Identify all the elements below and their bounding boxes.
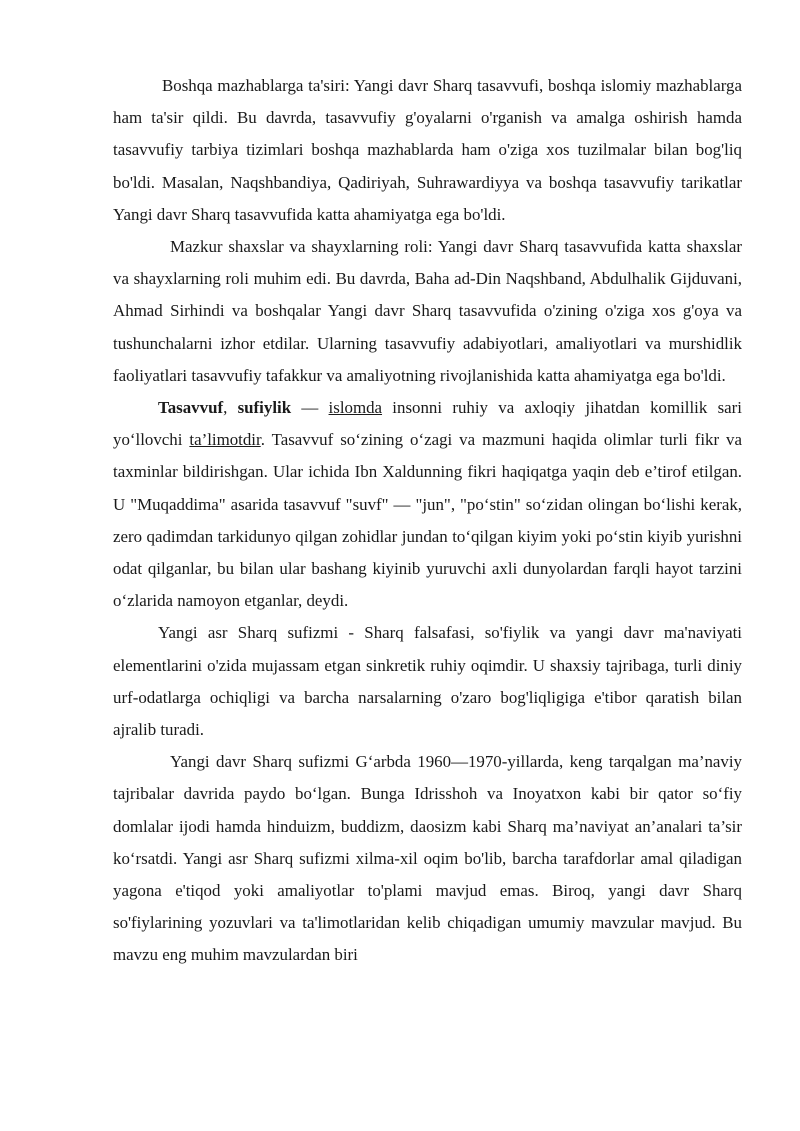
definition-text-1: —	[291, 398, 329, 418]
definition-text-2: insonni ruhiy va axloqiy jihatdan komillik sari yo‘llovchi	[113, 398, 742, 450]
document-page	[113, 70, 742, 972]
paragraph-tasavvuf-definition	[113, 392, 742, 617]
link-islomda[interactable]: islomda	[328, 398, 383, 418]
definition-text-3: . Tasavvuf so‘zining o‘zagi va mazmuni haqida olimlar turli fikr va taxminlar bildirishgan. Ular ichida Ibn Xaldunning fikri haqiqatga yaqin deb e’tirof etilgan. U "Muqaddima" asarida tasavvuf "suvf" — "jun", "po‘stin" so‘zidan olingan bo‘lishi kerak, zero qadimdan tarkidunyo qilgan zohidlar jundan to‘qilgan kiyim yoki po‘stin kiyib yurishni odat qilganlar, bu bilan ular bashang kiyinib yuruvchi axli dunyolardan farqli hayot tarzini o‘zlarida namoyon etganlar, deydi.	[113, 430, 742, 611]
term-separator: ,	[223, 398, 238, 418]
link-talimotdir[interactable]: ta’limotdir	[189, 430, 261, 450]
paragraph-role-of-sheikhs: Mazkur shaxslar va shayxlarning roli: Yangi davr Sharq tasavvufida katta shaxslar va shayxlarning roli muhim edi. Bu davrda, Baha ad-Din Naqshband, Abdulhalik Gijduvani, Ahmad Sirhindi va boshqalar Yangi davr Sharq tasavvufida o'zining o'ziga xos g'oya va tushunchalarni izhor etdilar. Ularning tasavvufiy adabiyotlari, amaliyotlari va murshidlik faoliyatlari tasavvufiy tafakkur va amaliyotning rivojlanishida katta ahamiyatga ega bo'ldi.	[113, 237, 742, 385]
paragraph-new-age-sufism: Yangi asr Sharq sufizmi - Sharq falsafasi, so'fiylik va yangi davr ma'naviyati elementlarini o'zida mujassam etgan sinkretik ruhiy oqimdir. U shaxsiy tajribaga, turli diniy urf-odatlarga ochiqligi va barcha narsalarning o'zaro bog'liqligiga e'tibor qaratish bilan ajralib turadi.	[113, 623, 742, 740]
paragraph-western-sufism: Yangi davr Sharq sufizmi G‘arbda 1960—1970-yillarda, keng tarqalgan ma’naviy tajribalar davrida paydo bo‘lgan. Bunga Idrisshoh va Inoyatxon kabi bir qator so‘fiy domlalar ijodi hamda hinduizm, buddizm, daosizm kabi Sharq ma’naviyat an’analari ta’sir ko‘rsatdi. Yangi asr Sharq sufizmi xilma-xil oqim bo'lib, barcha tarafdorlar amal qiladigan yagona e'tiqod yoki amaliyotlar to'plami mavjud emas. Biroq, yangi davr Sharq so'fiylarining yozuvlari va ta'limotlaridan kelib chiqadigan umumiy mavzular mavjud. Bu mavzu eng muhim mavzulardan biri	[113, 752, 742, 965]
term-sufiylik: sufiylik	[237, 398, 292, 418]
paragraph-influence-on-schools: Boshqa mazhablarga ta'siri: Yangi davr Sharq tasavvufi, boshqa islomiy mazhablarga ham ta'sir qildi. Bu davrda, tasavvufiy g'oyalarni o'rganish va amalga oshirish hamda tasavvufiy tarbiya tizimlari boshqa mazhablarda ham o'ziga xos tuzilmalar bilan bog'liq bo'ldi. Masalan, Naqshbandiya, Qadiriyah, Suhrawardiyya va boshqa tasavvufiy tarikatlar Yangi davr Sharq tasavvufida katta ahamiyatga ega bo'ldi.	[113, 76, 742, 224]
term-tasavvuf: Tasavvuf	[158, 398, 224, 418]
